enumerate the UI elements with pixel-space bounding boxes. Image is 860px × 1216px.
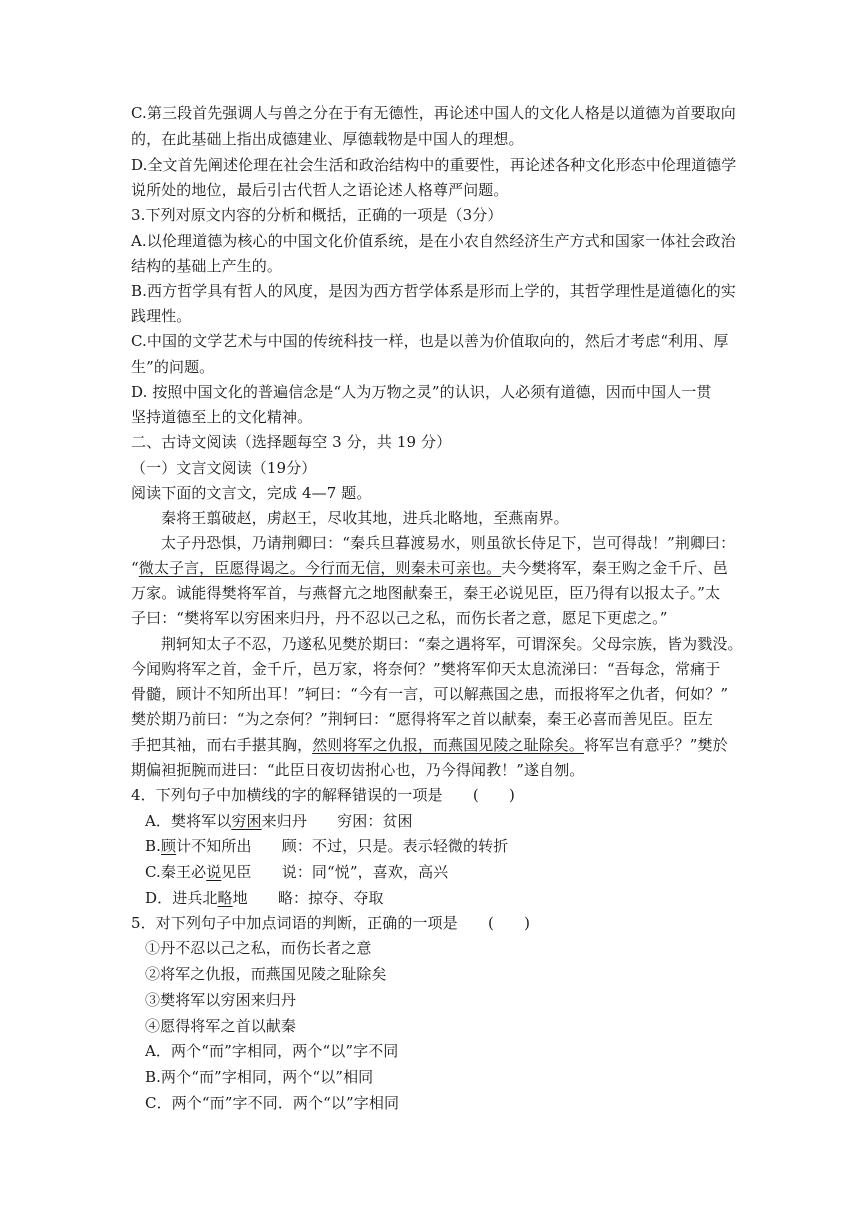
reading-instructions: 阅读下面的文言文，完成 4—7 题。 bbox=[131, 484, 372, 502]
option-text: 计不知所出 顾：不过，只是。表示轻微的转折 bbox=[176, 837, 509, 855]
underlined-word: 略 bbox=[217, 889, 233, 907]
q4-option-a bbox=[145, 811, 745, 831]
passage-para2-line4: 子曰：“樊将军以穷困来归丹，丹不忍以己之私，而伤长者之意，愿足下更虑之。” bbox=[131, 609, 668, 627]
underlined-word: 穷困 bbox=[231, 812, 262, 830]
q4-option-c bbox=[145, 862, 745, 882]
passage-para2-line3: 万家。诚能得樊将军首，与燕督亢之地图献秦王，秦王必说见臣，臣乃得有以报太子。”太 bbox=[131, 584, 721, 602]
passage-para3-line6: 期偏袒扼腕而进曰：“此臣日夜切齿拊心也，乃今得闻教！”遂自刎。 bbox=[131, 761, 585, 779]
q3-option-a-line1: A.以伦理道德为核心的中国文化价值系统，是在小农自然经济生产方式和国家一体社会政治 bbox=[131, 232, 736, 250]
q3-stem: 3.下列对原文内容的分析和概括，正确的一项是（3分） bbox=[131, 206, 503, 224]
q5-sentence-2: ②将军之仇报，而燕国见陵之耻除矣 bbox=[145, 965, 387, 983]
quote-open: “ bbox=[131, 559, 139, 577]
q2-option-d-line2: 说所处的地位，最后引古代哲人之语论述人格尊严问题。 bbox=[131, 181, 509, 199]
q2-option-c-line2: 的，在此基础上指出成德建业、厚德载物是中国人的理想。 bbox=[131, 130, 524, 148]
option-text: B. bbox=[145, 837, 161, 855]
q3-option-c-line2: 生”的问题。 bbox=[131, 358, 215, 376]
q2-option-c-line1: C.第三段首先强调人与兽之分在于有无德性，再论述中国人的文化人格是以道德为首要取向 bbox=[131, 104, 736, 122]
passage-text: 手把其袖，而右手揕其胸， bbox=[131, 736, 313, 754]
q5-option-a: A．两个“而”字相同，两个“以”字不同 bbox=[145, 1042, 399, 1060]
q3-option-c-line1: C.中国的文学艺术与中国的传统科技一样，也是以善为价值取向的，然后才考虑“利用、厚 bbox=[131, 332, 729, 350]
q5-option-c: C．两个“而”字不同．两个“以”字相同 bbox=[145, 1094, 400, 1112]
passage-text: 将军岂有意乎？”樊於 bbox=[584, 736, 728, 754]
passage-para3-line4: 樊於期乃前曰：“为之奈何？”荆轲曰：“愿得将军之首以献秦，秦王必喜而善见臣。臣左 bbox=[131, 710, 714, 728]
underlined-sentence-2: 然则将军之仇报，而燕国见陵之耻除矣。 bbox=[312, 736, 585, 754]
underlined-sentence-1: 微太子言，臣愿得谒之。今行而无信，则秦未可亲也。 bbox=[138, 559, 502, 577]
passage-para2-line2 bbox=[131, 558, 731, 578]
passage-para3-line1: 荆轲知太子不忍，乃遂私见樊於期曰：“秦之遇将军，可谓深矣。父母宗族，皆为戮没。 bbox=[161, 635, 743, 653]
passage-para3-line5 bbox=[131, 735, 731, 755]
q3-option-d-line1: D. 按照中国文化的普遍信念是“人为万物之灵”的认识，人必须有道德，因而中国人一贯 bbox=[131, 383, 712, 401]
passage-para2-line1: 太子丹恐惧，乃请荆卿曰：“秦兵旦暮渡易水，则虽欲长侍足下，岂可得哉！”荆卿曰： bbox=[161, 534, 736, 552]
section-2-heading: 二、古诗文阅读（选择题每空 3 分，共 19 分） bbox=[131, 433, 452, 451]
option-text: D．进兵北 bbox=[145, 889, 218, 907]
option-text: A．樊将军以 bbox=[145, 812, 232, 830]
q5-sentence-1: ①丹不忍以己之私，而伤长者之意 bbox=[145, 939, 372, 957]
passage-para3-line3: 骨髓，顾计不知所出耳！”轲曰：“今有一言，可以解燕国之患，而报将军之仇者，何如？” bbox=[131, 685, 729, 703]
q4-option-d bbox=[145, 888, 745, 908]
option-text: 见臣 说：同“悦”，喜欢，高兴 bbox=[221, 863, 449, 881]
passage-para1: 秦将王翦破赵，虏赵王，尽收其地，进兵北略地，至燕南界。 bbox=[161, 509, 569, 527]
underlined-word: 顾 bbox=[161, 837, 177, 855]
q3-option-d-line2: 坚持道德至上的文化精神。 bbox=[131, 408, 313, 426]
option-text: C.秦王必 bbox=[145, 863, 207, 881]
underlined-word: 说 bbox=[206, 863, 222, 881]
option-text: 地 略：掠夺、夺取 bbox=[232, 889, 384, 907]
q5-stem: 5．对下列句子中加点词语的判断，正确的一项是 ( ) bbox=[131, 914, 531, 932]
option-text: 来归丹 穷困：贫困 bbox=[261, 812, 413, 830]
q3-option-a-line2: 结构的基础上产生的。 bbox=[131, 257, 283, 275]
passage-text: 夫今樊将军，秦王购之金千斤、邑 bbox=[501, 559, 728, 577]
q5-sentence-4: ④愿得将军之首以献秦 bbox=[145, 1017, 297, 1035]
q4-stem: 4．下列句子中加横线的字的解释错误的一项是 ( ) bbox=[131, 786, 515, 804]
q5-sentence-3: ③樊将军以穷困来归丹 bbox=[145, 991, 297, 1009]
section-2-subheading: （一）文言文阅读（19分） bbox=[131, 459, 317, 477]
q4-option-b bbox=[145, 836, 745, 856]
q5-option-b: B.两个“而”字相同，两个“以”相同 bbox=[145, 1068, 374, 1086]
q2-option-d-line1: D.全文首先阐述伦理在社会生活和政治结构中的重要性，再论述各种文化形态中伦理道德学 bbox=[131, 156, 737, 174]
q3-option-b-line2: 践理性。 bbox=[131, 307, 192, 325]
q3-option-b-line1: B.西方哲学具有哲人的风度，是因为西方哲学体系是形而上学的，其哲学理性是道德化的实 bbox=[131, 282, 736, 300]
passage-para3-line2: 今闻购将军之首，金千斤，邑万家，将奈何？”樊将军仰天太息流涕曰：“吾每念，常痛于 bbox=[131, 660, 721, 678]
